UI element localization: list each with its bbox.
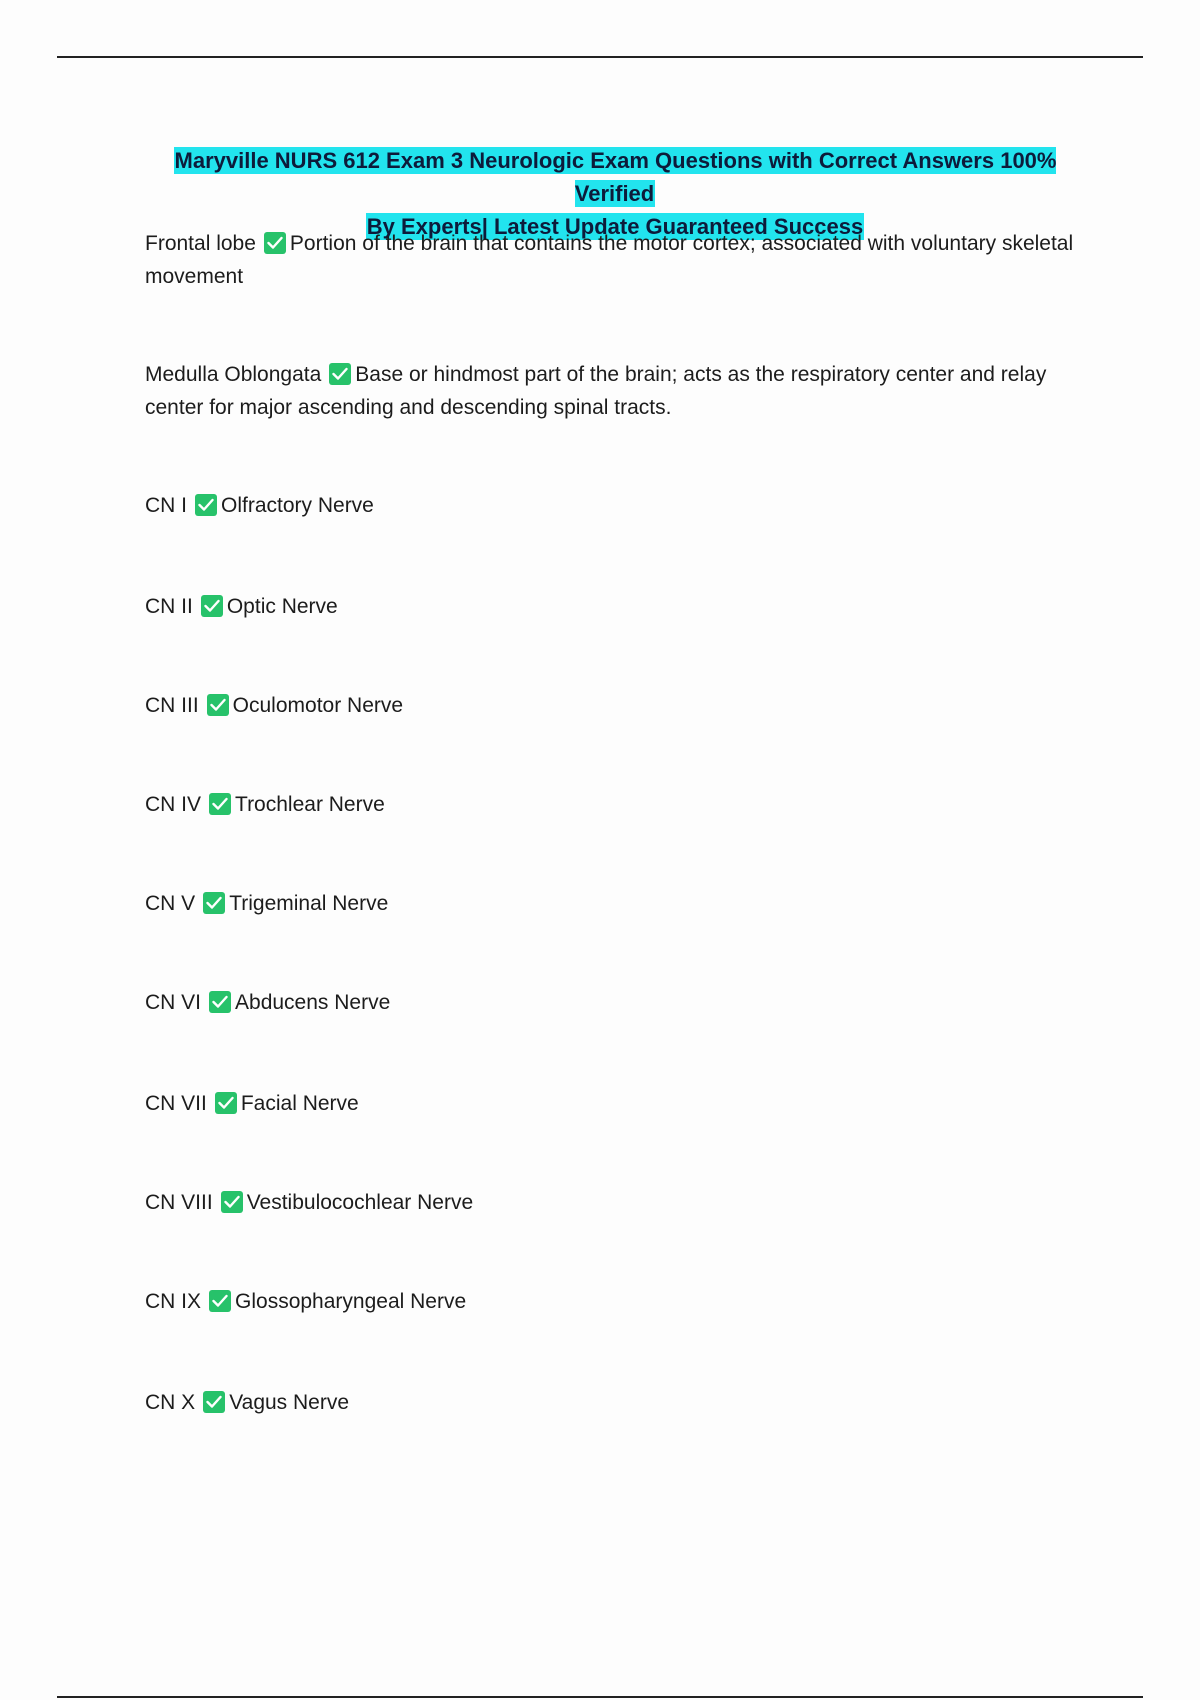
- check-mark-icon: [203, 1391, 225, 1413]
- qa-term: CN V: [145, 892, 196, 915]
- qa-term: CN X: [145, 1391, 196, 1414]
- check-mark-icon: [207, 694, 229, 716]
- check-mark-icon: [195, 494, 217, 516]
- check-mark-icon: [201, 595, 223, 617]
- qa-answer: Facial Nerve: [240, 1092, 359, 1115]
- qa-item-cn-7: [145, 1087, 1080, 1120]
- qa-answer: Olfractory Nerve: [221, 494, 374, 517]
- qa-item-cn-4: [145, 788, 1080, 821]
- top-rule: [57, 56, 1143, 58]
- qa-item-cn-6: [145, 986, 1080, 1019]
- qa-term: CN VI: [145, 991, 202, 1014]
- qa-answer: Vagus Nerve: [229, 1391, 350, 1414]
- qa-term: Medulla Oblongata: [145, 363, 322, 386]
- check-mark-icon: [209, 991, 231, 1013]
- qa-item-cn-9: [145, 1285, 1080, 1318]
- qa-answer: Trigeminal Nerve: [229, 892, 389, 915]
- check-mark-icon: [209, 1290, 231, 1312]
- qa-term: Frontal lobe: [145, 232, 256, 255]
- qa-item-frontal-lobe: [145, 227, 1080, 293]
- qa-item-cn-1: [145, 489, 1080, 522]
- qa-term: CN IV: [145, 793, 202, 816]
- check-mark-icon: [221, 1191, 243, 1213]
- qa-answer: Portion of the brain that contains the motor cortex; associated with voluntary skeletal movement: [145, 232, 1074, 288]
- bottom-rule: [57, 1696, 1143, 1698]
- title-line-2: By Experts| Latest Update Guaranteed Success: [366, 214, 864, 239]
- qa-answer: Base or hindmost part of the brain; acts as the respiratory center and relay center for major ascending and descending spinal tracts.: [145, 363, 1047, 419]
- qa-term: CN IX: [145, 1290, 202, 1313]
- check-mark-icon: [215, 1092, 237, 1114]
- check-mark-icon: [329, 363, 351, 385]
- qa-item-medulla-oblongata: [145, 358, 1080, 424]
- check-mark-icon: [209, 793, 231, 815]
- qa-item-cn-10: [145, 1386, 1080, 1419]
- qa-answer: Oculomotor Nerve: [232, 694, 404, 717]
- qa-term: CN III: [145, 694, 199, 717]
- qa-answer: Trochlear Nerve: [235, 793, 385, 816]
- qa-item-cn-3: [145, 689, 1080, 722]
- check-mark-icon: [264, 232, 286, 254]
- qa-answer: Abducens Nerve: [235, 991, 391, 1014]
- qa-item-cn-2: [145, 590, 1080, 623]
- title-line-1: Maryville NURS 612 Exam 3 Neurologic Exam Questions with Correct Answers 100% Verified: [174, 148, 1057, 206]
- qa-term: CN I: [145, 494, 187, 517]
- qa-term: CN VII: [145, 1092, 207, 1115]
- qa-answer: Glossopharyngeal Nerve: [235, 1290, 467, 1313]
- qa-answer: Optic Nerve: [226, 595, 338, 618]
- check-mark-icon: [203, 892, 225, 914]
- qa-item-cn-8: [145, 1186, 1080, 1219]
- qa-answer: Vestibulocochlear Nerve: [246, 1191, 474, 1214]
- qa-term: CN II: [145, 595, 193, 618]
- qa-item-cn-5: [145, 887, 1080, 920]
- qa-term: CN VIII: [145, 1191, 213, 1214]
